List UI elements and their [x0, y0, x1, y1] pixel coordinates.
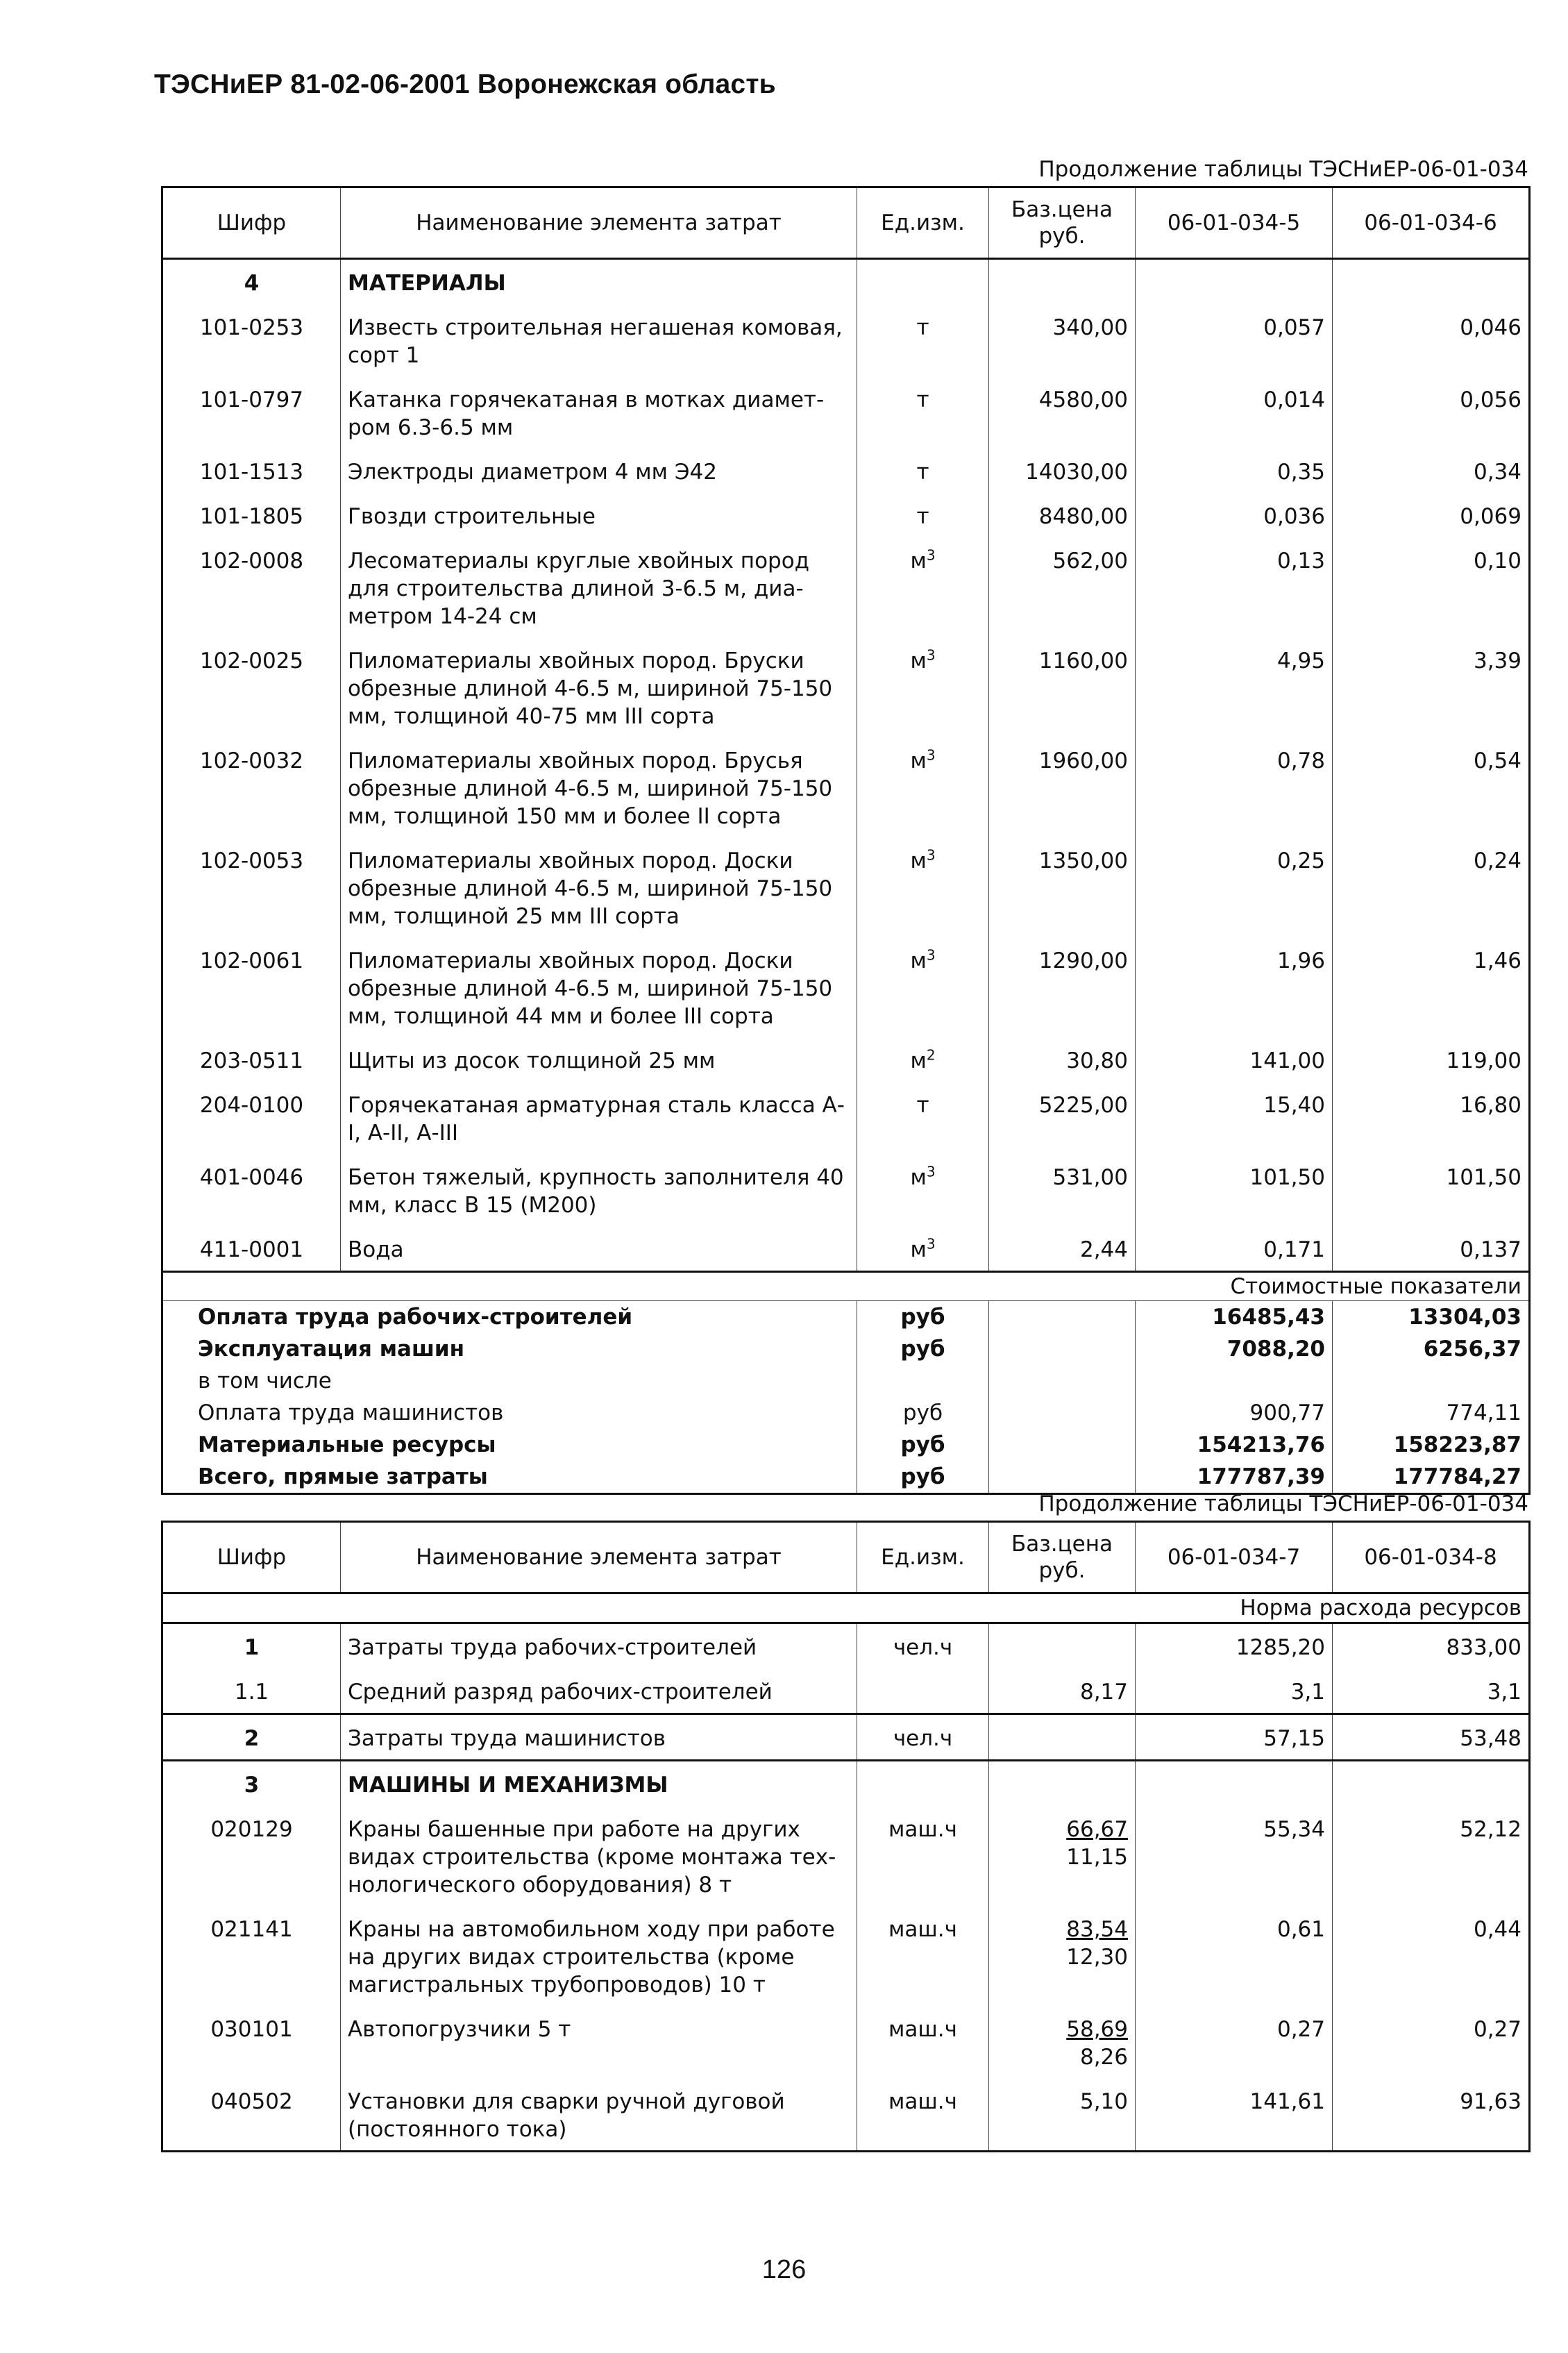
resource-name: Затраты труда рабочих-строителей	[341, 1623, 857, 1669]
table-row	[162, 1226, 1530, 1272]
norm-value-7: 1285,20	[1136, 1623, 1333, 1669]
resource-code: 411-0001	[162, 1226, 341, 1272]
section-row	[162, 1761, 1530, 1807]
base-price: 8,17	[989, 1668, 1136, 1714]
base-price-main: 58,69	[1066, 2017, 1128, 2042]
base-price-main: 66,67	[1066, 1817, 1128, 1842]
resource-name: Щиты из досок толщиной 25 мм	[341, 1037, 857, 1082]
resource-code: 401-0046	[162, 1154, 341, 1226]
norm-value-7: 0,27	[1136, 2006, 1333, 2078]
norm-value-5: 0,171	[1136, 1226, 1333, 1272]
table-row	[162, 493, 1530, 537]
base-price	[989, 1906, 1136, 2006]
resource-name: Пиломатериалы хвойных пород. Доски обрезные длиной 4-6.5 м, шириной 75-150 мм, толщиной 25 мм III сорта	[341, 837, 857, 937]
norm-value-8: 3,1	[1333, 1668, 1530, 1714]
table-continuation-caption: Продолжение таблицы ТЭСНиЕР-06-01-034	[1038, 157, 1528, 182]
norm-value-8: 0,27	[1333, 2006, 1530, 2078]
base-price-main: 83,54	[1066, 1917, 1128, 1942]
norm-value-5: 0,057	[1136, 304, 1333, 376]
base-price: 1960,00	[989, 737, 1136, 837]
resource-code: 1.1	[162, 1668, 341, 1714]
summary-unit: руб	[857, 1301, 989, 1334]
base-price: 5,10	[989, 2078, 1136, 2152]
resource-unit: $м^2$	[857, 1037, 989, 1082]
unit-exponent: 3	[926, 946, 936, 964]
unit-exponent: 3	[926, 546, 936, 564]
norm-value-7: 55,34	[1136, 1806, 1333, 1906]
resource-name: Пиломатериалы хвойных пород. Брусья обрезные длиной 4-6.5 м, шириной 75-150 мм, толщиной 150 мм и более II сорта	[341, 737, 857, 837]
norm-value-7: 0,61	[1136, 1906, 1333, 2006]
resource-name: Краны башенные при работе на других видах строительства (кроме монтажа тех-нологического оборудования) 8 т	[341, 1806, 857, 1906]
base-price	[989, 1761, 1136, 1807]
summary-empty-cell	[989, 1429, 1136, 1461]
norm-value-6: 119,00	[1333, 1037, 1530, 1082]
table-row	[162, 304, 1530, 376]
norm-value-6: 16,80	[1333, 1082, 1530, 1154]
resource-unit: маш.ч	[857, 1806, 989, 1906]
summary-empty-cell	[989, 1333, 1136, 1365]
resource-name: Известь строительная негашеная комовая, сорт 1	[341, 304, 857, 376]
base-price: 2,44	[989, 1226, 1136, 1272]
norm-value-7: 57,15	[1136, 1714, 1333, 1761]
base-price: 562,00	[989, 537, 1136, 637]
table-row	[162, 1806, 1530, 1906]
base-price	[989, 1623, 1136, 1669]
resource-code: 040502	[162, 2078, 341, 2152]
base-price-wages: 12,30	[1066, 1945, 1128, 1970]
resources-table-2	[161, 1521, 1531, 2152]
summary-empty-cell	[989, 1461, 1136, 1494]
table-header-row	[162, 1522, 1530, 1593]
resource-unit: т	[857, 493, 989, 537]
summary-row	[162, 1429, 1530, 1461]
resource-unit: $м^3$	[857, 737, 989, 837]
norm-value-7: 141,61	[1136, 2078, 1333, 2152]
norm-value-8: 91,63	[1333, 2078, 1530, 2152]
base-price: 1290,00	[989, 937, 1136, 1037]
resource-code: 2	[162, 1714, 341, 1761]
column-header-name: Наименование элемента затрат	[341, 187, 857, 259]
column-header-variant-8: 06-01-034-8	[1333, 1522, 1530, 1593]
table-row	[162, 1668, 1530, 1714]
resource-name: Средний разряд рабочих-строителей	[341, 1668, 857, 1714]
base-price	[989, 2006, 1136, 2078]
resource-name: Лесоматериалы круглые хвойных пород для строительства длиной 3-6.5 м, диа-метром 14-24 см	[341, 537, 857, 637]
summary-value-6: 177784,27	[1333, 1461, 1530, 1494]
norm-value-8: 53,48	[1333, 1714, 1530, 1761]
resource-code: 1	[162, 1623, 341, 1669]
summary-value-6: 13304,03	[1333, 1301, 1530, 1334]
norm-value-5: 0,35	[1136, 449, 1333, 493]
table-header-row	[162, 187, 1530, 259]
resource-name: Краны на автомобильном ходу при работе на других видах строительства (кроме магистральных трубопроводов) 10 т	[341, 1906, 857, 2006]
table-row	[162, 937, 1530, 1037]
document-title: ТЭСНиЕР 81-02-06-2001 Воронежская область	[154, 69, 776, 99]
resource-code: 3	[162, 1761, 341, 1807]
table-row	[162, 2078, 1530, 2152]
summary-label: в том числе	[162, 1365, 857, 1397]
norm-value-5: 15,40	[1136, 1082, 1333, 1154]
base-price: 14030,00	[989, 449, 1136, 493]
norm-value-5: 0,13	[1136, 537, 1333, 637]
column-header-name: Наименование элемента затрат	[341, 1522, 857, 1593]
resource-unit: маш.ч	[857, 1906, 989, 2006]
table-row	[162, 376, 1530, 449]
resource-name: Вода	[341, 1226, 857, 1272]
resource-code: 203-0511	[162, 1037, 341, 1082]
section-code: 4	[162, 259, 341, 305]
column-header-unit: Ед.изм.	[857, 187, 989, 259]
table-continuation-caption-2: Продолжение таблицы ТЭСНиЕР-06-01-034	[1038, 1491, 1528, 1516]
norm-value-6: 101,50	[1333, 1154, 1530, 1226]
resources-table-1	[161, 186, 1531, 1495]
summary-value-5: 7088,20	[1136, 1333, 1333, 1365]
resource-unit: маш.ч	[857, 2078, 989, 2152]
unit-exponent: 3	[926, 746, 936, 764]
resource-name: Горячекатаная арматурная сталь класса А-I, А-II, А-III	[341, 1082, 857, 1154]
norm-value-6: 0,046	[1333, 304, 1530, 376]
norm-value-7	[1136, 1761, 1333, 1807]
norm-value-6: 0,10	[1333, 537, 1530, 637]
base-price: 1350,00	[989, 837, 1136, 937]
summary-row	[162, 1333, 1530, 1365]
norm-value-5: 0,036	[1136, 493, 1333, 537]
norm-value-8: 52,12	[1333, 1806, 1530, 1906]
summary-value-6: 774,11	[1333, 1397, 1530, 1429]
norm-value-5: 4,95	[1136, 637, 1333, 737]
base-price: 4580,00	[989, 376, 1136, 449]
table-row	[162, 449, 1530, 493]
resource-name: Электроды диаметром 4 мм Э42	[341, 449, 857, 493]
summary-label: Оплата труда машинистов	[162, 1397, 857, 1429]
resource-unit: т	[857, 1082, 989, 1154]
column-header-code: Шифр	[162, 187, 341, 259]
table-row	[162, 837, 1530, 937]
base-price: 8480,00	[989, 493, 1136, 537]
table-row	[162, 1906, 1530, 2006]
norm-value-5: 101,50	[1136, 1154, 1333, 1226]
summary-row	[162, 1397, 1530, 1429]
unit-exponent: 2	[926, 1046, 936, 1064]
norm-value-6: 0,54	[1333, 737, 1530, 837]
norm-value-6: 3,39	[1333, 637, 1530, 737]
resource-code: 204-0100	[162, 1082, 341, 1154]
column-header-variant-5: 06-01-034-5	[1136, 187, 1333, 259]
resource-unit: чел.ч	[857, 1623, 989, 1669]
resource-name: Бетон тяжелый, крупность заполнителя 40 мм, класс В 15 (М200)	[341, 1154, 857, 1226]
table-row	[162, 1154, 1530, 1226]
table-row	[162, 1623, 1530, 1669]
norm-value-5: 0,25	[1136, 837, 1333, 937]
summary-unit: руб	[857, 1461, 989, 1494]
resource-name: Пиломатериалы хвойных пород. Доски обрезные длиной 4-6.5 м, шириной 75-150 мм, толщиной 44 мм и более III сорта	[341, 937, 857, 1037]
table-row	[162, 737, 1530, 837]
resource-name: Гвозди строительные	[341, 493, 857, 537]
base-price-wages: 11,15	[1066, 1845, 1128, 1870]
resource-unit: $м^3$	[857, 937, 989, 1037]
unit-exponent: 3	[926, 846, 936, 864]
norm-value-6: 0,069	[1333, 493, 1530, 537]
norm-value-6: 0,34	[1333, 449, 1530, 493]
resource-unit	[857, 1668, 989, 1714]
resource-name: Установки для сварки ручной дуговой (постоянного тока)	[341, 2078, 857, 2152]
column-header-variant-7: 06-01-034-7	[1136, 1522, 1333, 1593]
base-price: 30,80	[989, 1037, 1136, 1082]
resource-unit	[857, 1761, 989, 1807]
table-row	[162, 2006, 1530, 2078]
resource-unit: маш.ч	[857, 2006, 989, 2078]
column-header-price: Баз.цена руб.	[989, 1522, 1136, 1593]
summary-value-5: 900,77	[1136, 1397, 1333, 1429]
summary-empty-cell	[989, 1301, 1136, 1334]
norm-value-8: 833,00	[1333, 1623, 1530, 1669]
resource-unit: $м^3$	[857, 637, 989, 737]
resource-code: 102-0032	[162, 737, 341, 837]
summary-unit	[857, 1365, 989, 1397]
resource-code: 101-0797	[162, 376, 341, 449]
summary-row	[162, 1365, 1530, 1397]
resource-unit: т	[857, 304, 989, 376]
section-title: МАШИНЫ И МЕХАНИЗМЫ	[341, 1761, 857, 1807]
resource-name: Затраты труда машинистов	[341, 1714, 857, 1761]
norm-value-6: 0,056	[1333, 376, 1530, 449]
base-price-wages: 8,26	[1079, 2045, 1128, 2070]
column-header-price: Баз.цена руб.	[989, 187, 1136, 259]
resource-code: 102-0008	[162, 537, 341, 637]
summary-label: Оплата труда рабочих-строителей	[162, 1301, 857, 1334]
page-number: 126	[761, 2255, 807, 2284]
unit-exponent: 3	[926, 646, 936, 664]
resource-code: 102-0025	[162, 637, 341, 737]
summary-value-5: 16485,43	[1136, 1301, 1333, 1334]
resource-name: Катанка горячекатаная в мотках диамет-ром 6.3-6.5 мм	[341, 376, 857, 449]
table-row	[162, 1714, 1530, 1761]
resource-unit: $м^3$	[857, 1154, 989, 1226]
norm-value-5: 0,78	[1136, 737, 1333, 837]
resource-code: 102-0061	[162, 937, 341, 1037]
resource-code: 101-0253	[162, 304, 341, 376]
section-title: МАТЕРИАЛЫ	[341, 259, 857, 305]
unit-exponent: 3	[926, 1163, 936, 1180]
resource-unit: $м^3$	[857, 537, 989, 637]
table-row	[162, 1082, 1530, 1154]
resource-code: 101-1513	[162, 449, 341, 493]
base-price: 5225,00	[989, 1082, 1136, 1154]
resource-name: Автопогрузчики 5 т	[341, 2006, 857, 2078]
summary-label: Эксплуатация машин	[162, 1333, 857, 1365]
resource-norm-band: Норма расхода ресурсов	[162, 1593, 1530, 1623]
table-row	[162, 637, 1530, 737]
norm-value-5: 1,96	[1136, 937, 1333, 1037]
column-header-code: Шифр	[162, 1522, 341, 1593]
summary-label: Материальные ресурсы	[162, 1429, 857, 1461]
summary-value-5	[1136, 1365, 1333, 1397]
resource-unit: $м^3$	[857, 837, 989, 937]
resource-code: 020129	[162, 1806, 341, 1906]
summary-unit: руб	[857, 1429, 989, 1461]
summary-label: Всего, прямые затраты	[162, 1461, 857, 1494]
norm-value-6: 0,24	[1333, 837, 1530, 937]
resource-code: 102-0053	[162, 837, 341, 937]
resource-name: Пиломатериалы хвойных пород. Бруски обрезные длиной 4-6.5 м, шириной 75-150 мм, толщиной 40-75 мм III сорта	[341, 637, 857, 737]
base-price	[989, 1714, 1136, 1761]
resource-code: 021141	[162, 1906, 341, 2006]
summary-empty-cell	[989, 1397, 1136, 1429]
norm-value-5: 0,014	[1136, 376, 1333, 449]
resource-unit: $м^3$	[857, 1226, 989, 1272]
norm-value-5: 141,00	[1136, 1037, 1333, 1082]
norm-value-6: 0,137	[1333, 1226, 1530, 1272]
norm-value-7: 3,1	[1136, 1668, 1333, 1714]
summary-value-5: 154213,76	[1136, 1429, 1333, 1461]
table-row	[162, 1037, 1530, 1082]
resource-code: 030101	[162, 2006, 341, 2078]
base-price: 1160,00	[989, 637, 1136, 737]
norm-value-6: 1,46	[1333, 937, 1530, 1037]
summary-unit: руб	[857, 1333, 989, 1365]
section-row-materials	[162, 259, 1530, 305]
base-price: 340,00	[989, 304, 1136, 376]
summary-value-6: 6256,37	[1333, 1333, 1530, 1365]
summary-row	[162, 1301, 1530, 1334]
column-header-unit: Ед.изм.	[857, 1522, 989, 1593]
summary-value-5: 177787,39	[1136, 1461, 1333, 1494]
summary-row	[162, 1461, 1530, 1494]
resource-unit: т	[857, 449, 989, 493]
base-price	[989, 1806, 1136, 1906]
column-header-variant-6: 06-01-034-6	[1333, 187, 1530, 259]
cost-indicators-band: Стоимостные показатели	[162, 1272, 1530, 1301]
summary-unit: руб	[857, 1397, 989, 1429]
summary-value-6: 158223,87	[1333, 1429, 1530, 1461]
resource-code: 101-1805	[162, 493, 341, 537]
norm-value-8	[1333, 1761, 1530, 1807]
base-price: 531,00	[989, 1154, 1136, 1226]
unit-exponent: 3	[926, 1235, 936, 1253]
summary-empty-cell	[989, 1365, 1136, 1397]
resource-unit: т	[857, 376, 989, 449]
norm-value-8: 0,44	[1333, 1906, 1530, 2006]
table-row	[162, 537, 1530, 637]
resource-unit: чел.ч	[857, 1714, 989, 1761]
summary-value-6	[1333, 1365, 1530, 1397]
